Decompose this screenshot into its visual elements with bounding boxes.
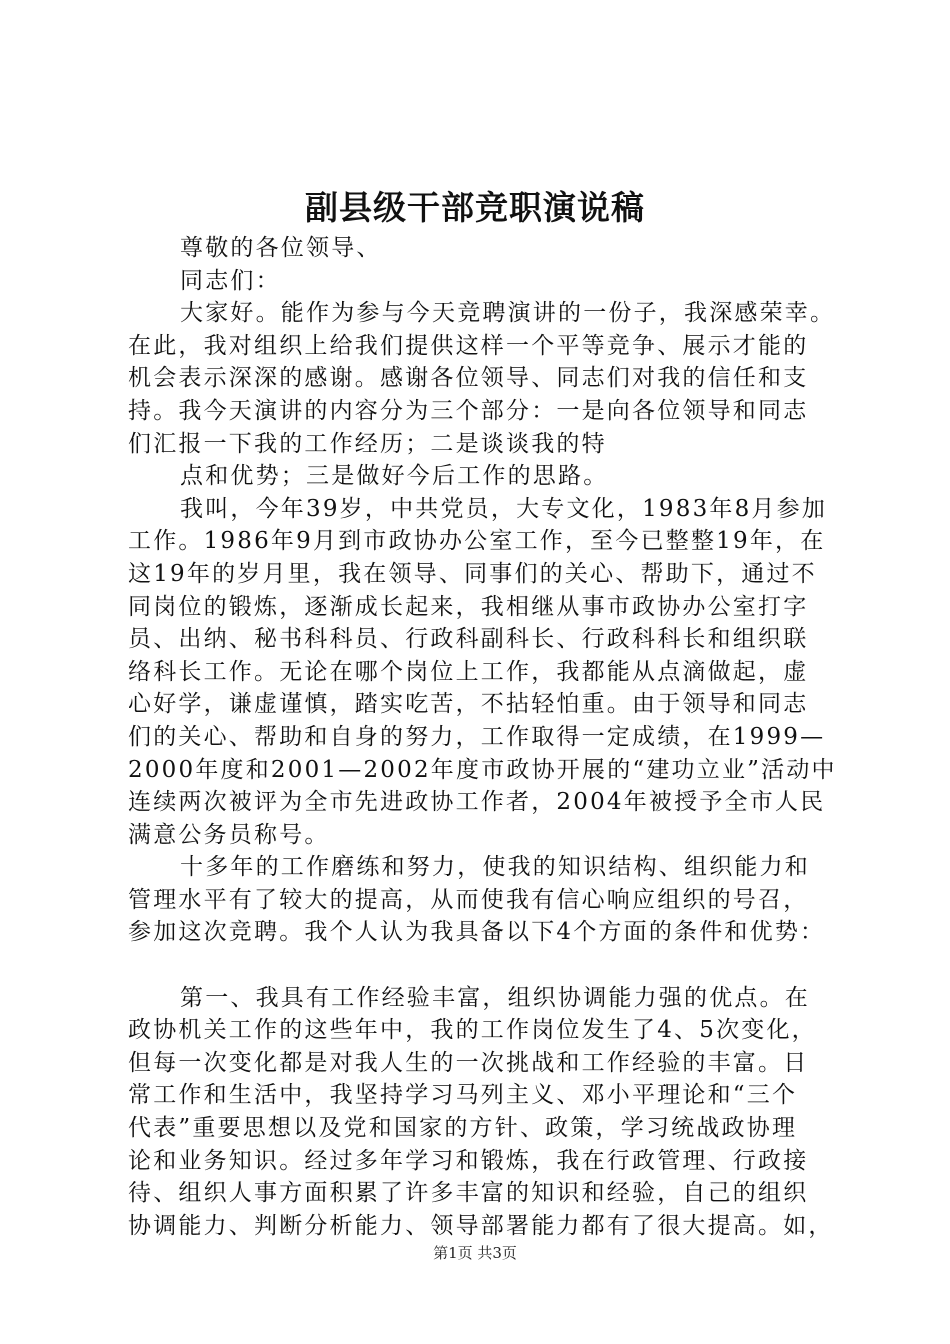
- text-line: 点和优势；三是做好今后工作的思路。: [180, 463, 609, 490]
- text-line: 代表”重要思想以及党和国家的方针、政策，学习统战政协理: [128, 1115, 798, 1142]
- text-line: 参加这次竞聘。我个人认为我具备以下4个方面的条件和优势：: [128, 919, 826, 946]
- text-line: 大家好。能作为参与今天竞聘演讲的一份子，我深感荣幸。: [180, 300, 836, 327]
- text-line: 连续两次被评为全市先进政协工作者，2004年被授予全市人民: [128, 789, 826, 816]
- text-line: 络科长工作。无论在哪个岗位上工作，我都能从点滴做起，虚: [128, 658, 809, 685]
- text-line: 常工作和生活中，我坚持学习马列主义、邓小平理论和“三个: [128, 1082, 798, 1109]
- speech-body: [128, 232, 837, 1242]
- text-line: 持。我今天演讲的内容分为三个部分：一是向各位领导和同志: [128, 397, 809, 424]
- blank-line: [128, 949, 833, 982]
- text-line: 协调能力、判断分析能力、领导部署能力都有了很大提高。如，: [128, 1212, 834, 1239]
- text-line: 心好学，谦虚谨慎，踏实吃苦，不拈轻怕重。由于领导和同志: [128, 691, 809, 718]
- text-line: 员、出纳、秘书科科员、行政科副科长、行政科科长和组织联: [128, 626, 809, 653]
- text-line: 同志们：: [180, 267, 281, 294]
- text-line: 在此，我对组织上给我们提供这样一个平等竞争、展示才能的: [128, 332, 809, 359]
- page-title: 副县级干部竞职演说稿: [305, 188, 645, 227]
- text-line: 管理水平有了较大的提高，从而使我有信心响应组织的号召，: [128, 886, 809, 913]
- text-line: 但每一次变化都是对我人生的一次挑战和工作经验的丰富。日: [128, 1049, 809, 1076]
- text-line: 这19年的岁月里，我在领导、同事们的关心、帮助下，通过不: [128, 560, 817, 587]
- text-line: 论和业务知识。经过多年学习和锻炼，我在行政管理、行政接: [128, 1147, 809, 1174]
- text-line: 2000年度和2001—2002年度市政协开展的“建功立业”活动中: [128, 756, 837, 783]
- text-line: 十多年的工作磨练和努力，使我的知识结构、组织能力和: [180, 854, 810, 881]
- text-line: 政协机关工作的这些年中，我的工作岗位发生了4、5次变化，: [128, 1017, 817, 1044]
- text-line: 机会表示深深的感谢。感谢各位领导、同志们对我的信任和支: [128, 365, 809, 392]
- text-line: 工作。1986年9月到市政协办公室工作，至今已整整19年，在: [128, 528, 826, 555]
- text-line: 我叫，今年39岁，中共党员，大专文化，1983年8月参加: [180, 495, 828, 522]
- text-line: 们的关心、帮助和自身的努力，工作取得一定成绩，在1999—: [128, 723, 826, 750]
- text-line: 第一、我具有工作经验丰富，组织协调能力强的优点。在: [180, 984, 810, 1011]
- text-line: 尊敬的各位领导、: [180, 235, 382, 261]
- text-line: 满意公务员称号。: [128, 821, 330, 848]
- page-footer: 第1页 共3页: [433, 1244, 517, 1262]
- text-line: 们汇报一下我的工作经历；二是谈谈我的特: [128, 430, 607, 457]
- text-line: 待、组织人事方面积累了许多丰富的知识和经验，自己的组织: [128, 1180, 809, 1207]
- text-line: 同岗位的锻炼，逐渐成长起来，我相继从事市政协办公室打字: [128, 593, 809, 620]
